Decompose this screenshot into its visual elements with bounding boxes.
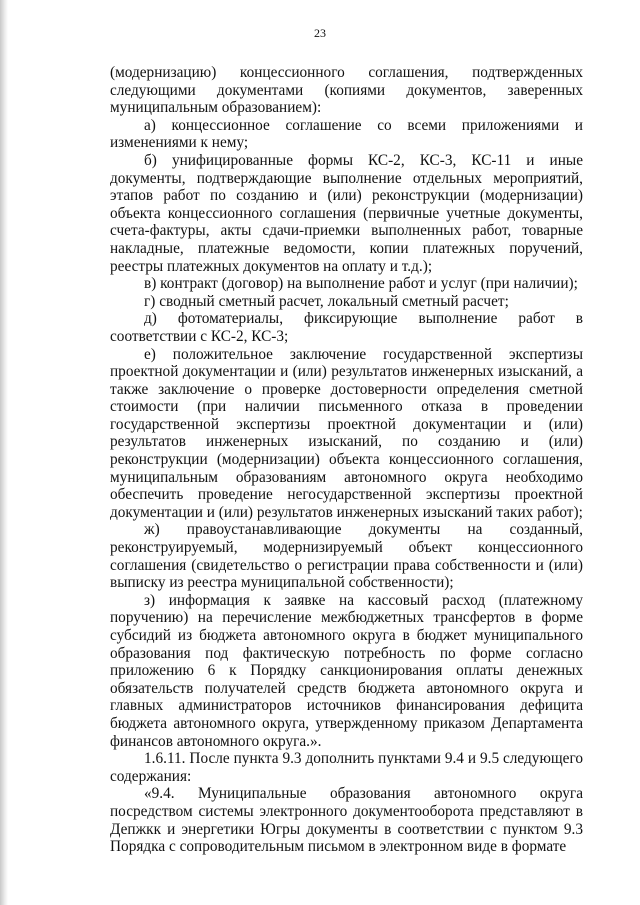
document-body [110,64,583,856]
paragraph-item-e: е) положительное заключение государственной экспертизы проектной документации и (или) результатов инженерных изысканий, а также заключение о проверке достоверности определения сметной стоимости (при наличии письменного отказа в проведении государственной экспертизы проектной документации и (или) результатов инженерных изысканий, по созданию и (или) реконструкции (модернизации) объекта концессионного соглашения, муниципальным образованиям автономного округа необходимо обеспечить проведение негосударственной экспертизы проектной документации и (или) результатов инженерных изысканий таких работ); [110,345,583,521]
paragraph-item-zh: ж) правоустанавливающие документы на созданный, реконструируемый, модернизируемый объект концессионного соглашения (свидетельство о регистрации права собственности и (или) выписку из реестра муниципальной собственности); [110,521,583,592]
paragraph-item-z: з) информация к заявке на кассовый расход (платежному поручению) на перечисление межбюджетных трансфертов в форме субсидий из бюджета автономного округа в бюджет муниципального образования под фактическую потребность по форме согласно приложению 6 к Порядку санкционирования оплаты денежных обязательств получателей средств бюджета автономного округа и главных администраторов источников финансирования дефицита бюджета автономного округа, утвержденному приказом Департамента финансов автономного округа.». [110,591,583,750]
page-number: 23 [314,26,326,40]
paragraph-item-d: д) фотоматериалы, фиксирующие выполнение работ в соответствии с КС-2, КС-3; [110,310,583,345]
paragraph-item-g: г) сводный сметный расчет, локальный сметный расчет; [144,292,509,310]
paragraph-item-v: в) контракт (договор) на выполнение работ и услуг (при наличии); [144,275,578,293]
paragraph-1-6-11: 1.6.11. После пункта 9.3 дополнить пунктами 9.4 и 9.5 следующего содержания: [110,750,583,785]
paragraph-intro: (модернизацию) концессионного соглашения, подтвержденных следующими документами (копиями документов, заверенных муниципальным образованием): [110,64,583,117]
paragraph-9-4: «9.4. Муниципальные образования автономного округа посредством системы электронного документооборота представляют в Депжкк и энергетики Югры документы в соответствии с пунктом 9.3 Порядка с сопроводительным письмом в электронном виде в формате [110,785,583,856]
paragraph-item-b: б) унифицированные формы КС-2, КС-3, КС-11 и иные документы, подтверждающие выполнение отдельных мероприятий, этапов работ по созданию и (или) реконструкции (модернизации) объекта концессионного соглашения (первичные учетные документы, счета-фактуры, акты сдачи-приемки выполненных работ, товарные накладные, платежные ведомости, копии платежных поручений, реестры платежных документов на оплату и т.д.); [110,151,583,275]
scan-edge-shadow [0,0,8,905]
paragraph-item-a: а) концессионное соглашение со всеми приложениями и изменениями к нему; [110,116,583,152]
